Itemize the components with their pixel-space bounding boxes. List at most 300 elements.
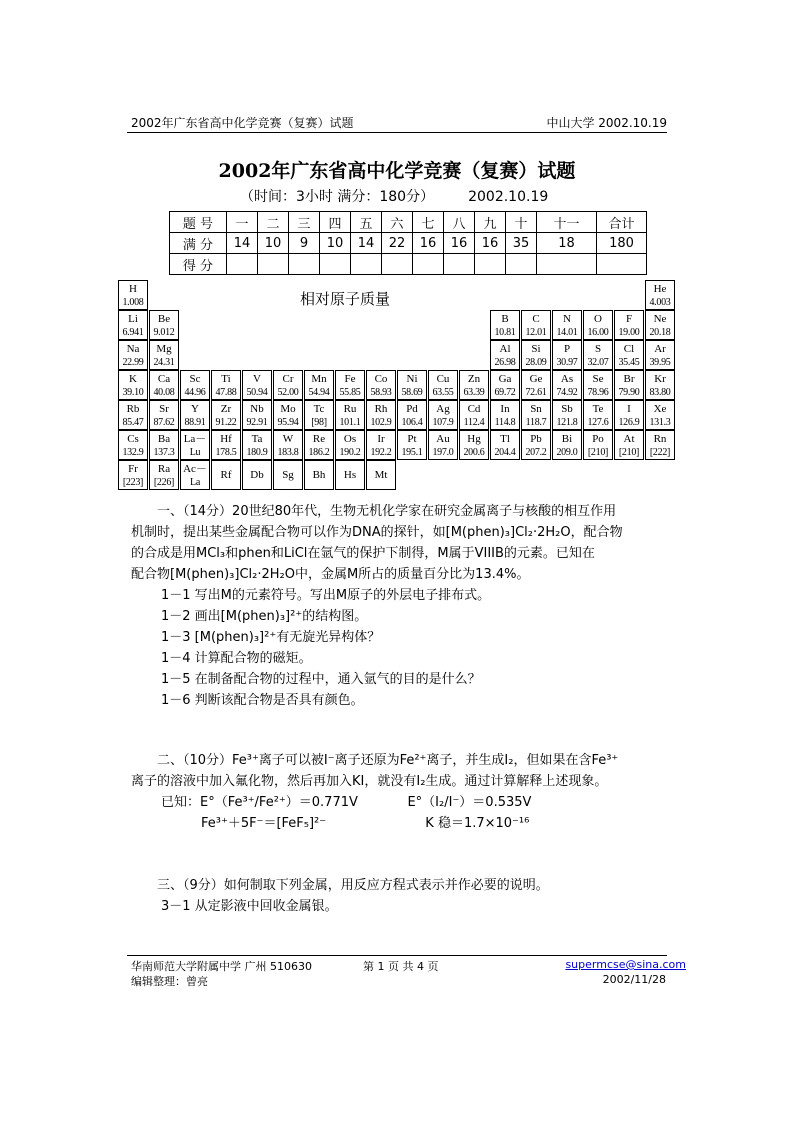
element-mass: 30.97 bbox=[556, 357, 578, 368]
element-symbol: Pb bbox=[530, 433, 542, 445]
element-cell bbox=[490, 400, 520, 430]
element-mass: 32.07 bbox=[587, 357, 609, 368]
element-cell bbox=[428, 400, 458, 430]
element-mass: 101.1 bbox=[339, 417, 361, 428]
score-header-cell: 九 bbox=[475, 212, 506, 233]
element-cell bbox=[149, 310, 179, 340]
element-cell bbox=[614, 370, 644, 400]
element-mass: 35.45 bbox=[618, 357, 640, 368]
element-cell bbox=[211, 460, 241, 490]
element-cell bbox=[335, 400, 365, 430]
score-input-cell[interactable] bbox=[351, 254, 382, 275]
footer-page: 第 1 页 共 4 页 bbox=[363, 960, 439, 973]
element-mass: 72.61 bbox=[525, 387, 547, 398]
element-mass: 178.5 bbox=[215, 447, 237, 458]
score-full-cell: 180 bbox=[597, 233, 647, 254]
element-symbol: Co bbox=[374, 373, 388, 385]
element-symbol: N bbox=[563, 313, 571, 325]
element-symbol: C bbox=[532, 313, 540, 325]
element-mass: 91.22 bbox=[215, 417, 237, 428]
element-mass: 55.85 bbox=[339, 387, 361, 398]
element-cell bbox=[645, 400, 675, 430]
score-input-cell[interactable] bbox=[444, 254, 475, 275]
element-cell bbox=[490, 340, 520, 370]
element-cell bbox=[428, 430, 458, 460]
score-full-cell: 14 bbox=[351, 233, 382, 254]
score-full-cell: 14 bbox=[227, 233, 258, 254]
element-symbol: Al bbox=[499, 343, 511, 355]
element-cell bbox=[583, 310, 613, 340]
element-cell bbox=[242, 370, 272, 400]
element-cell bbox=[552, 400, 582, 430]
question-3 bbox=[131, 875, 671, 917]
element-mass: 19.00 bbox=[618, 327, 640, 338]
element-symbol: Ru bbox=[343, 403, 357, 415]
element-symbol: Te bbox=[592, 403, 604, 415]
element-cell bbox=[459, 370, 489, 400]
page-title: 2002年广东省高中化学竞赛（复赛）试题 bbox=[218, 160, 576, 182]
element-symbol: In bbox=[500, 403, 510, 415]
score-header-cell: 十 bbox=[506, 212, 537, 233]
element-cell bbox=[180, 430, 210, 460]
score-input-cell[interactable] bbox=[227, 254, 258, 275]
element-cell bbox=[552, 370, 582, 400]
element-mass: 50.94 bbox=[246, 387, 268, 398]
element-symbol: Po bbox=[592, 433, 604, 445]
q1-line: 的合成是用MCl₃和phen和LiCl在氩气的保护下制得，M属于VIIIB的元素。已知在 bbox=[131, 546, 595, 561]
element-cell bbox=[149, 430, 179, 460]
element-mass: 54.94 bbox=[308, 387, 330, 398]
element-mass: 10.81 bbox=[494, 327, 516, 338]
element-symbol: Bh bbox=[312, 469, 326, 481]
score-row-questions bbox=[170, 212, 647, 233]
element-cell bbox=[180, 370, 210, 400]
element-symbol: Db bbox=[250, 469, 264, 481]
element-mass: 186.2 bbox=[308, 447, 330, 458]
element-mass: 126.9 bbox=[618, 417, 640, 428]
element-mass: 83.80 bbox=[649, 387, 671, 398]
element-symbol: He bbox=[653, 283, 667, 295]
element-cell bbox=[614, 430, 644, 460]
element-cell bbox=[490, 310, 520, 340]
element-mass: [226] bbox=[153, 477, 175, 488]
score-header-cell: 合计 bbox=[597, 212, 647, 233]
q1-sub: 1－3 [M(phen)₃]²⁺有无旋光异构体？ bbox=[161, 630, 381, 645]
element-symbol: Hf bbox=[220, 433, 232, 445]
element-cell bbox=[459, 430, 489, 460]
element-cell bbox=[490, 370, 520, 400]
element-symbol: Na bbox=[126, 343, 140, 355]
element-mass: 132.9 bbox=[122, 447, 144, 458]
element-cell bbox=[459, 400, 489, 430]
element-symbol: Sr bbox=[159, 403, 169, 415]
element-symbol: Rb bbox=[126, 403, 140, 415]
element-mass: 190.2 bbox=[339, 447, 361, 458]
subtitle-date: 2002.10.19 bbox=[468, 189, 549, 205]
element-cell bbox=[149, 400, 179, 430]
element-mass: 92.91 bbox=[246, 417, 268, 428]
element-mass: 183.8 bbox=[277, 447, 299, 458]
element-cell bbox=[273, 370, 303, 400]
element-mass: 28.09 bbox=[525, 357, 547, 368]
score-full-cell: 35 bbox=[506, 233, 537, 254]
score-table bbox=[169, 211, 647, 275]
element-symbol: Br bbox=[623, 373, 635, 385]
element-cell bbox=[304, 370, 334, 400]
element-symbol: Sn bbox=[530, 403, 542, 415]
footer-school: 华南师范大学附属中学 广州 510630 bbox=[131, 960, 312, 973]
score-header-cell: 一 bbox=[227, 212, 258, 233]
element-symbol: Mo bbox=[280, 403, 296, 415]
element-symbol: Be bbox=[157, 313, 171, 325]
element-mass: 12.01 bbox=[525, 327, 547, 338]
element-mass: 16.00 bbox=[587, 327, 609, 338]
element-mass: 52.00 bbox=[277, 387, 299, 398]
element-cell bbox=[397, 430, 427, 460]
element-mass: 200.6 bbox=[463, 447, 485, 458]
element-symbol: Au bbox=[436, 433, 450, 445]
element-symbol: Re bbox=[312, 433, 326, 445]
element-mass: Lu bbox=[189, 447, 201, 458]
element-mass: 195.1 bbox=[401, 447, 423, 458]
element-cell bbox=[645, 430, 675, 460]
element-cell bbox=[552, 310, 582, 340]
element-cell bbox=[521, 340, 551, 370]
element-symbol: Li bbox=[128, 313, 138, 325]
element-mass: 192.2 bbox=[370, 447, 392, 458]
element-mass: [223] bbox=[122, 477, 144, 488]
element-mass: 39.10 bbox=[122, 387, 144, 398]
element-symbol: Hs bbox=[343, 469, 357, 481]
element-mass: [222] bbox=[649, 447, 671, 458]
element-symbol: Ne bbox=[653, 313, 667, 325]
element-mass: 197.0 bbox=[432, 447, 454, 458]
element-mass: 87.62 bbox=[153, 417, 175, 428]
element-cell bbox=[118, 280, 148, 310]
element-cell bbox=[242, 400, 272, 430]
element-mass: 137.3 bbox=[153, 447, 175, 458]
score-full-cell: 22 bbox=[382, 233, 413, 254]
q1-sub: 1－6 判断该配合物是否具有颜色。 bbox=[161, 693, 364, 708]
score-header-cell: 七 bbox=[413, 212, 444, 233]
element-mass: 1.008 bbox=[122, 297, 144, 308]
element-cell bbox=[242, 430, 272, 460]
element-mass: 180.9 bbox=[246, 447, 268, 458]
element-symbol: Ra bbox=[157, 463, 171, 475]
element-symbol: O bbox=[594, 313, 602, 325]
element-cell bbox=[614, 400, 644, 430]
element-cell bbox=[583, 430, 613, 460]
score-input-cell[interactable] bbox=[537, 254, 597, 275]
element-cell bbox=[335, 430, 365, 460]
element-symbol: Hg bbox=[467, 433, 481, 445]
element-symbol: Rh bbox=[374, 403, 388, 415]
element-mass: 9.012 bbox=[153, 327, 175, 338]
element-mass: [210] bbox=[587, 447, 609, 458]
element-symbol: W bbox=[282, 433, 294, 445]
element-cell bbox=[211, 430, 241, 460]
q1-sub: 1－5 在制备配合物的过程中，通入氩气的目的是什么？ bbox=[161, 672, 481, 687]
element-mass: 106.4 bbox=[401, 417, 423, 428]
element-symbol: Ag bbox=[436, 403, 450, 415]
element-cell bbox=[118, 400, 148, 430]
element-symbol: Ir bbox=[377, 433, 385, 445]
element-symbol: La－ bbox=[183, 433, 207, 445]
element-symbol: Fe bbox=[344, 373, 356, 385]
element-mass: 63.55 bbox=[432, 387, 454, 398]
element-symbol: Ga bbox=[498, 373, 512, 385]
element-symbol: Ni bbox=[406, 373, 418, 385]
score-input-cell[interactable] bbox=[382, 254, 413, 275]
element-symbol: Ar bbox=[654, 343, 666, 355]
q1-sub: 1－2 画出[M(phen)₃]²⁺的结构图。 bbox=[161, 609, 368, 624]
score-header-cell: 二 bbox=[258, 212, 289, 233]
element-symbol: B bbox=[501, 313, 509, 325]
element-symbol: Cl bbox=[623, 343, 635, 355]
element-mass: 63.39 bbox=[463, 387, 485, 398]
q3-sub: 3－1 从定影液中回收金属银。 bbox=[161, 899, 338, 914]
header-left: 2002年广东省高中化学竞赛（复赛）试题 bbox=[131, 116, 354, 130]
footer-email-link[interactable]: supermcse@sina.com bbox=[565, 958, 686, 971]
score-row-label: 题 号 bbox=[170, 212, 227, 233]
element-symbol: As bbox=[560, 373, 574, 385]
score-full-cell: 16 bbox=[413, 233, 444, 254]
header-rule bbox=[127, 132, 667, 133]
element-symbol: Tl bbox=[500, 433, 510, 445]
element-mass: 95.94 bbox=[277, 417, 299, 428]
element-mass: 4.003 bbox=[649, 297, 671, 308]
element-cell bbox=[521, 430, 551, 460]
score-full-cell: 9 bbox=[289, 233, 320, 254]
footer-editor: 编辑整理：曾亮 bbox=[131, 975, 208, 988]
question-2 bbox=[131, 750, 671, 834]
element-symbol: Cs bbox=[127, 433, 139, 445]
q1-line: 配合物[M(phen)₃]Cl₂·2H₂O中，金属M所占的质量百分比为13.4%。 bbox=[131, 567, 530, 582]
element-symbol: Se bbox=[592, 373, 604, 385]
element-symbol: Bi bbox=[561, 433, 573, 445]
element-symbol: Kr bbox=[654, 373, 666, 385]
score-header-cell: 八 bbox=[444, 212, 475, 233]
element-cell bbox=[521, 400, 551, 430]
element-symbol: Cr bbox=[282, 373, 294, 385]
element-cell bbox=[335, 460, 365, 490]
element-mass: 79.90 bbox=[618, 387, 640, 398]
element-cell bbox=[583, 400, 613, 430]
element-mass: 39.95 bbox=[649, 357, 671, 368]
score-full-cell: 16 bbox=[444, 233, 475, 254]
question-1 bbox=[131, 501, 671, 711]
q1-sub: 1－4 计算配合物的磁矩。 bbox=[161, 651, 312, 666]
element-cell bbox=[304, 430, 334, 460]
element-cell bbox=[428, 370, 458, 400]
element-symbol: Sc bbox=[189, 373, 201, 385]
element-mass: 114.8 bbox=[494, 417, 516, 428]
element-mass: 58.69 bbox=[401, 387, 423, 398]
element-cell bbox=[149, 370, 179, 400]
element-symbol: H bbox=[129, 283, 137, 295]
element-cell bbox=[552, 430, 582, 460]
footer-rule bbox=[127, 955, 667, 956]
element-symbol: I bbox=[627, 403, 631, 415]
element-symbol: P bbox=[563, 343, 571, 355]
element-symbol: Zr bbox=[220, 403, 232, 415]
element-cell bbox=[552, 340, 582, 370]
element-mass: 20.18 bbox=[649, 327, 671, 338]
element-mass: 207.2 bbox=[525, 447, 547, 458]
element-cell bbox=[118, 340, 148, 370]
score-input-cell[interactable] bbox=[413, 254, 444, 275]
score-header-cell: 十一 bbox=[537, 212, 597, 233]
element-cell bbox=[180, 400, 210, 430]
element-cell bbox=[366, 430, 396, 460]
header-right: 中山大学 2002.10.19 bbox=[546, 116, 667, 130]
element-mass: [98] bbox=[311, 417, 327, 428]
footer-date: 2002/11/28 bbox=[602, 973, 666, 986]
element-cell bbox=[366, 400, 396, 430]
score-header-cell: 五 bbox=[351, 212, 382, 233]
element-symbol: K bbox=[129, 373, 137, 385]
q2-known: Fe³⁺＋5F⁻＝[FeF₅]²⁻ K 稳＝1.7×10⁻¹⁶ bbox=[201, 816, 530, 831]
element-cell bbox=[149, 460, 179, 490]
element-symbol: S bbox=[594, 343, 602, 355]
element-cell bbox=[273, 400, 303, 430]
score-input-cell[interactable] bbox=[289, 254, 320, 275]
element-symbol: Rf bbox=[220, 469, 232, 481]
element-mass: 121.8 bbox=[556, 417, 578, 428]
score-input-cell[interactable] bbox=[475, 254, 506, 275]
element-cell bbox=[614, 340, 644, 370]
element-mass: 24.31 bbox=[153, 357, 175, 368]
element-cell bbox=[397, 370, 427, 400]
element-cell bbox=[583, 370, 613, 400]
element-symbol: At bbox=[623, 433, 635, 445]
element-cell bbox=[397, 400, 427, 430]
element-symbol: Ge bbox=[529, 373, 543, 385]
element-mass: 118.7 bbox=[525, 417, 547, 428]
element-symbol: V bbox=[253, 373, 261, 385]
score-row-label: 得 分 bbox=[170, 254, 227, 275]
element-mass: [210] bbox=[618, 447, 640, 458]
element-cell bbox=[645, 280, 675, 310]
element-symbol: Si bbox=[531, 343, 541, 355]
element-mass: 44.96 bbox=[184, 387, 206, 398]
element-symbol: Cd bbox=[467, 403, 481, 415]
element-symbol: Nb bbox=[250, 403, 264, 415]
element-cell bbox=[335, 370, 365, 400]
element-mass: 58.93 bbox=[370, 387, 392, 398]
score-full-cell: 18 bbox=[537, 233, 597, 254]
element-mass: 85.47 bbox=[122, 417, 144, 428]
score-row-obtained bbox=[170, 254, 647, 275]
element-symbol: Ac－ bbox=[183, 463, 207, 475]
score-input-cell[interactable] bbox=[258, 254, 289, 275]
score-row-label: 满 分 bbox=[170, 233, 227, 254]
element-mass: 209.0 bbox=[556, 447, 578, 458]
element-symbol: Ta bbox=[251, 433, 263, 445]
element-cell bbox=[211, 400, 241, 430]
element-cell bbox=[521, 310, 551, 340]
subtitle-info: （时间：3小时 满分：180分） bbox=[240, 189, 435, 205]
element-mass: 47.88 bbox=[215, 387, 237, 398]
element-cell bbox=[118, 460, 148, 490]
q2-line: 二、（10分）Fe³⁺离子可以被I⁻离子还原为Fe²⁺离子，并生成I₂，但如果在含Fe³⁺ bbox=[157, 753, 619, 768]
periodic-table bbox=[118, 280, 676, 491]
element-symbol: Cu bbox=[436, 373, 450, 385]
element-cell bbox=[366, 460, 396, 490]
q1-line: 机制时，提出某些金属配合物可以作为DNA的探针，如[M(phen)₃]Cl₂·2H₂O，配合物 bbox=[131, 525, 623, 540]
element-mass: 69.72 bbox=[494, 387, 516, 398]
element-mass: 127.6 bbox=[587, 417, 609, 428]
element-cell bbox=[614, 310, 644, 340]
score-input-cell[interactable] bbox=[597, 254, 647, 275]
element-mass: La bbox=[190, 477, 200, 488]
element-mass: 74.92 bbox=[556, 387, 578, 398]
score-full-cell: 10 bbox=[320, 233, 351, 254]
score-input-cell[interactable] bbox=[320, 254, 351, 275]
score-header-cell: 四 bbox=[320, 212, 351, 233]
element-symbol: Mn bbox=[311, 373, 327, 385]
score-row-full bbox=[170, 233, 647, 254]
q3-line: 三、（9分）如何制取下列金属，用反应方程式表示并作必要的说明。 bbox=[157, 878, 549, 893]
element-mass: 40.08 bbox=[153, 387, 175, 398]
element-mass: 22.99 bbox=[122, 357, 144, 368]
score-header-cell: 三 bbox=[289, 212, 320, 233]
element-mass: 131.3 bbox=[649, 417, 671, 428]
score-header-cell: 六 bbox=[382, 212, 413, 233]
element-mass: 107.9 bbox=[432, 417, 454, 428]
element-cell bbox=[118, 310, 148, 340]
element-cell bbox=[304, 460, 334, 490]
element-symbol: Sg bbox=[282, 469, 294, 481]
element-cell bbox=[645, 370, 675, 400]
element-symbol: Os bbox=[343, 433, 357, 445]
score-full-cell: 16 bbox=[475, 233, 506, 254]
element-symbol: Zn bbox=[467, 373, 481, 385]
element-cell bbox=[366, 370, 396, 400]
element-mass: 6.941 bbox=[122, 327, 144, 338]
element-cell bbox=[304, 400, 334, 430]
element-symbol: Tc bbox=[313, 403, 325, 415]
score-input-cell[interactable] bbox=[506, 254, 537, 275]
element-cell bbox=[521, 370, 551, 400]
element-symbol: Pt bbox=[407, 433, 417, 445]
q1-line: 一、（14分）20世纪80年代，生物无机化学家在研究金属离子与核酸的相互作用 bbox=[157, 504, 617, 519]
q2-line: 离子的溶液中加入氟化物，然后再加入KI，就没有I₂生成。通过计算解释上述现象。 bbox=[131, 774, 608, 789]
element-symbol: Mt bbox=[374, 469, 388, 481]
q2-known: 已知：E°（Fe³⁺/Fe²⁺）＝0.771V E°（I₂/I⁻）＝0.535V bbox=[161, 795, 532, 810]
element-symbol: Mg bbox=[156, 343, 172, 355]
element-cell bbox=[490, 430, 520, 460]
element-mass: 26.98 bbox=[494, 357, 516, 368]
element-symbol: Y bbox=[191, 403, 199, 415]
element-mass: 204.4 bbox=[494, 447, 516, 458]
element-mass: 102.9 bbox=[370, 417, 392, 428]
subtitle bbox=[240, 186, 548, 206]
element-cell bbox=[211, 370, 241, 400]
element-symbol: F bbox=[625, 313, 633, 325]
element-mass: 78.96 bbox=[587, 387, 609, 398]
element-cell bbox=[242, 460, 272, 490]
element-cell bbox=[118, 430, 148, 460]
element-symbol: Fr bbox=[128, 463, 138, 475]
element-cell bbox=[118, 370, 148, 400]
q1-sub: 1－1 写出M的元素符号。写出M原子的外层电子排布式。 bbox=[161, 588, 491, 603]
element-mass: 88.91 bbox=[184, 417, 206, 428]
element-cell bbox=[273, 430, 303, 460]
score-full-cell: 10 bbox=[258, 233, 289, 254]
element-cell bbox=[273, 460, 303, 490]
element-symbol: Ti bbox=[221, 373, 231, 385]
